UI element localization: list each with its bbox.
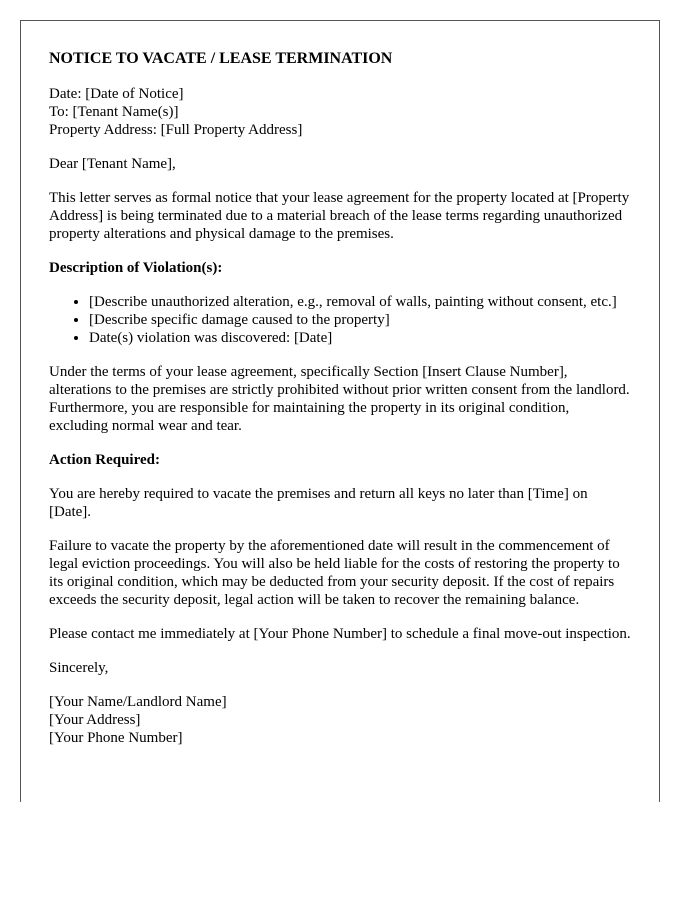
violations-heading: Description of Violation(s): bbox=[49, 260, 223, 276]
signature-phone: [Your Phone Number] bbox=[49, 730, 183, 746]
notice-recipient: To: [Tenant Name(s)] bbox=[49, 104, 179, 120]
violation-item-alteration: • [Describe unauthorized alteration, e.g., removal of walls, painting without consent, etc.] bbox=[89, 293, 631, 311]
notice-header bbox=[49, 85, 631, 139]
lease-terms-paragraph: Under the terms of your lease agreement, specifically Section [Insert Clause Number], alterations to the premises are strictly prohibited without prior written consent from the landlord. Furthermore, you are responsible for maintaining the property in its original condition, excluding normal wear and tear. bbox=[49, 364, 630, 434]
signature-address: [Your Address] bbox=[49, 712, 141, 728]
notice-property-address: Property Address: [Full Property Address] bbox=[49, 122, 303, 138]
signature-block bbox=[49, 693, 631, 747]
document-page bbox=[20, 20, 660, 802]
violations-list bbox=[49, 293, 631, 347]
document-title: NOTICE TO VACATE / LEASE TERMINATION bbox=[49, 50, 393, 67]
failure-paragraph: Failure to vacate the property by the aforementioned date will result in the commencement of legal eviction proceedings. You will also be held liable for the costs of restoring the property to its original condition, which may be deducted from your security deposit. If the cost of repairs exceeds the security deposit, legal action will be taken to recover the remaining balance. bbox=[49, 538, 620, 608]
salutation: Dear [Tenant Name], bbox=[49, 156, 176, 172]
violation-item-date: • Date(s) violation was discovered: [Date] bbox=[89, 329, 631, 347]
intro-paragraph: This letter serves as formal notice that your lease agreement for the property located at [Property Address] is being terminated due to a material breach of the lease terms regarding unauthorized property alterations and physical damage to the premises. bbox=[49, 190, 630, 242]
notice-date: Date: [Date of Notice] bbox=[49, 86, 184, 102]
violation-item-damage: • [Describe specific damage caused to the property] bbox=[89, 311, 631, 329]
action-heading: Action Required: bbox=[49, 452, 160, 468]
closing: Sincerely, bbox=[49, 660, 109, 676]
contact-paragraph: Please contact me immediately at [Your Phone Number] to schedule a final move-out inspection. bbox=[49, 626, 631, 642]
action-paragraph: You are hereby required to vacate the premises and return all keys no later than [Time] on [Date]. bbox=[49, 486, 588, 520]
signature-name: [Your Name/Landlord Name] bbox=[49, 694, 227, 710]
